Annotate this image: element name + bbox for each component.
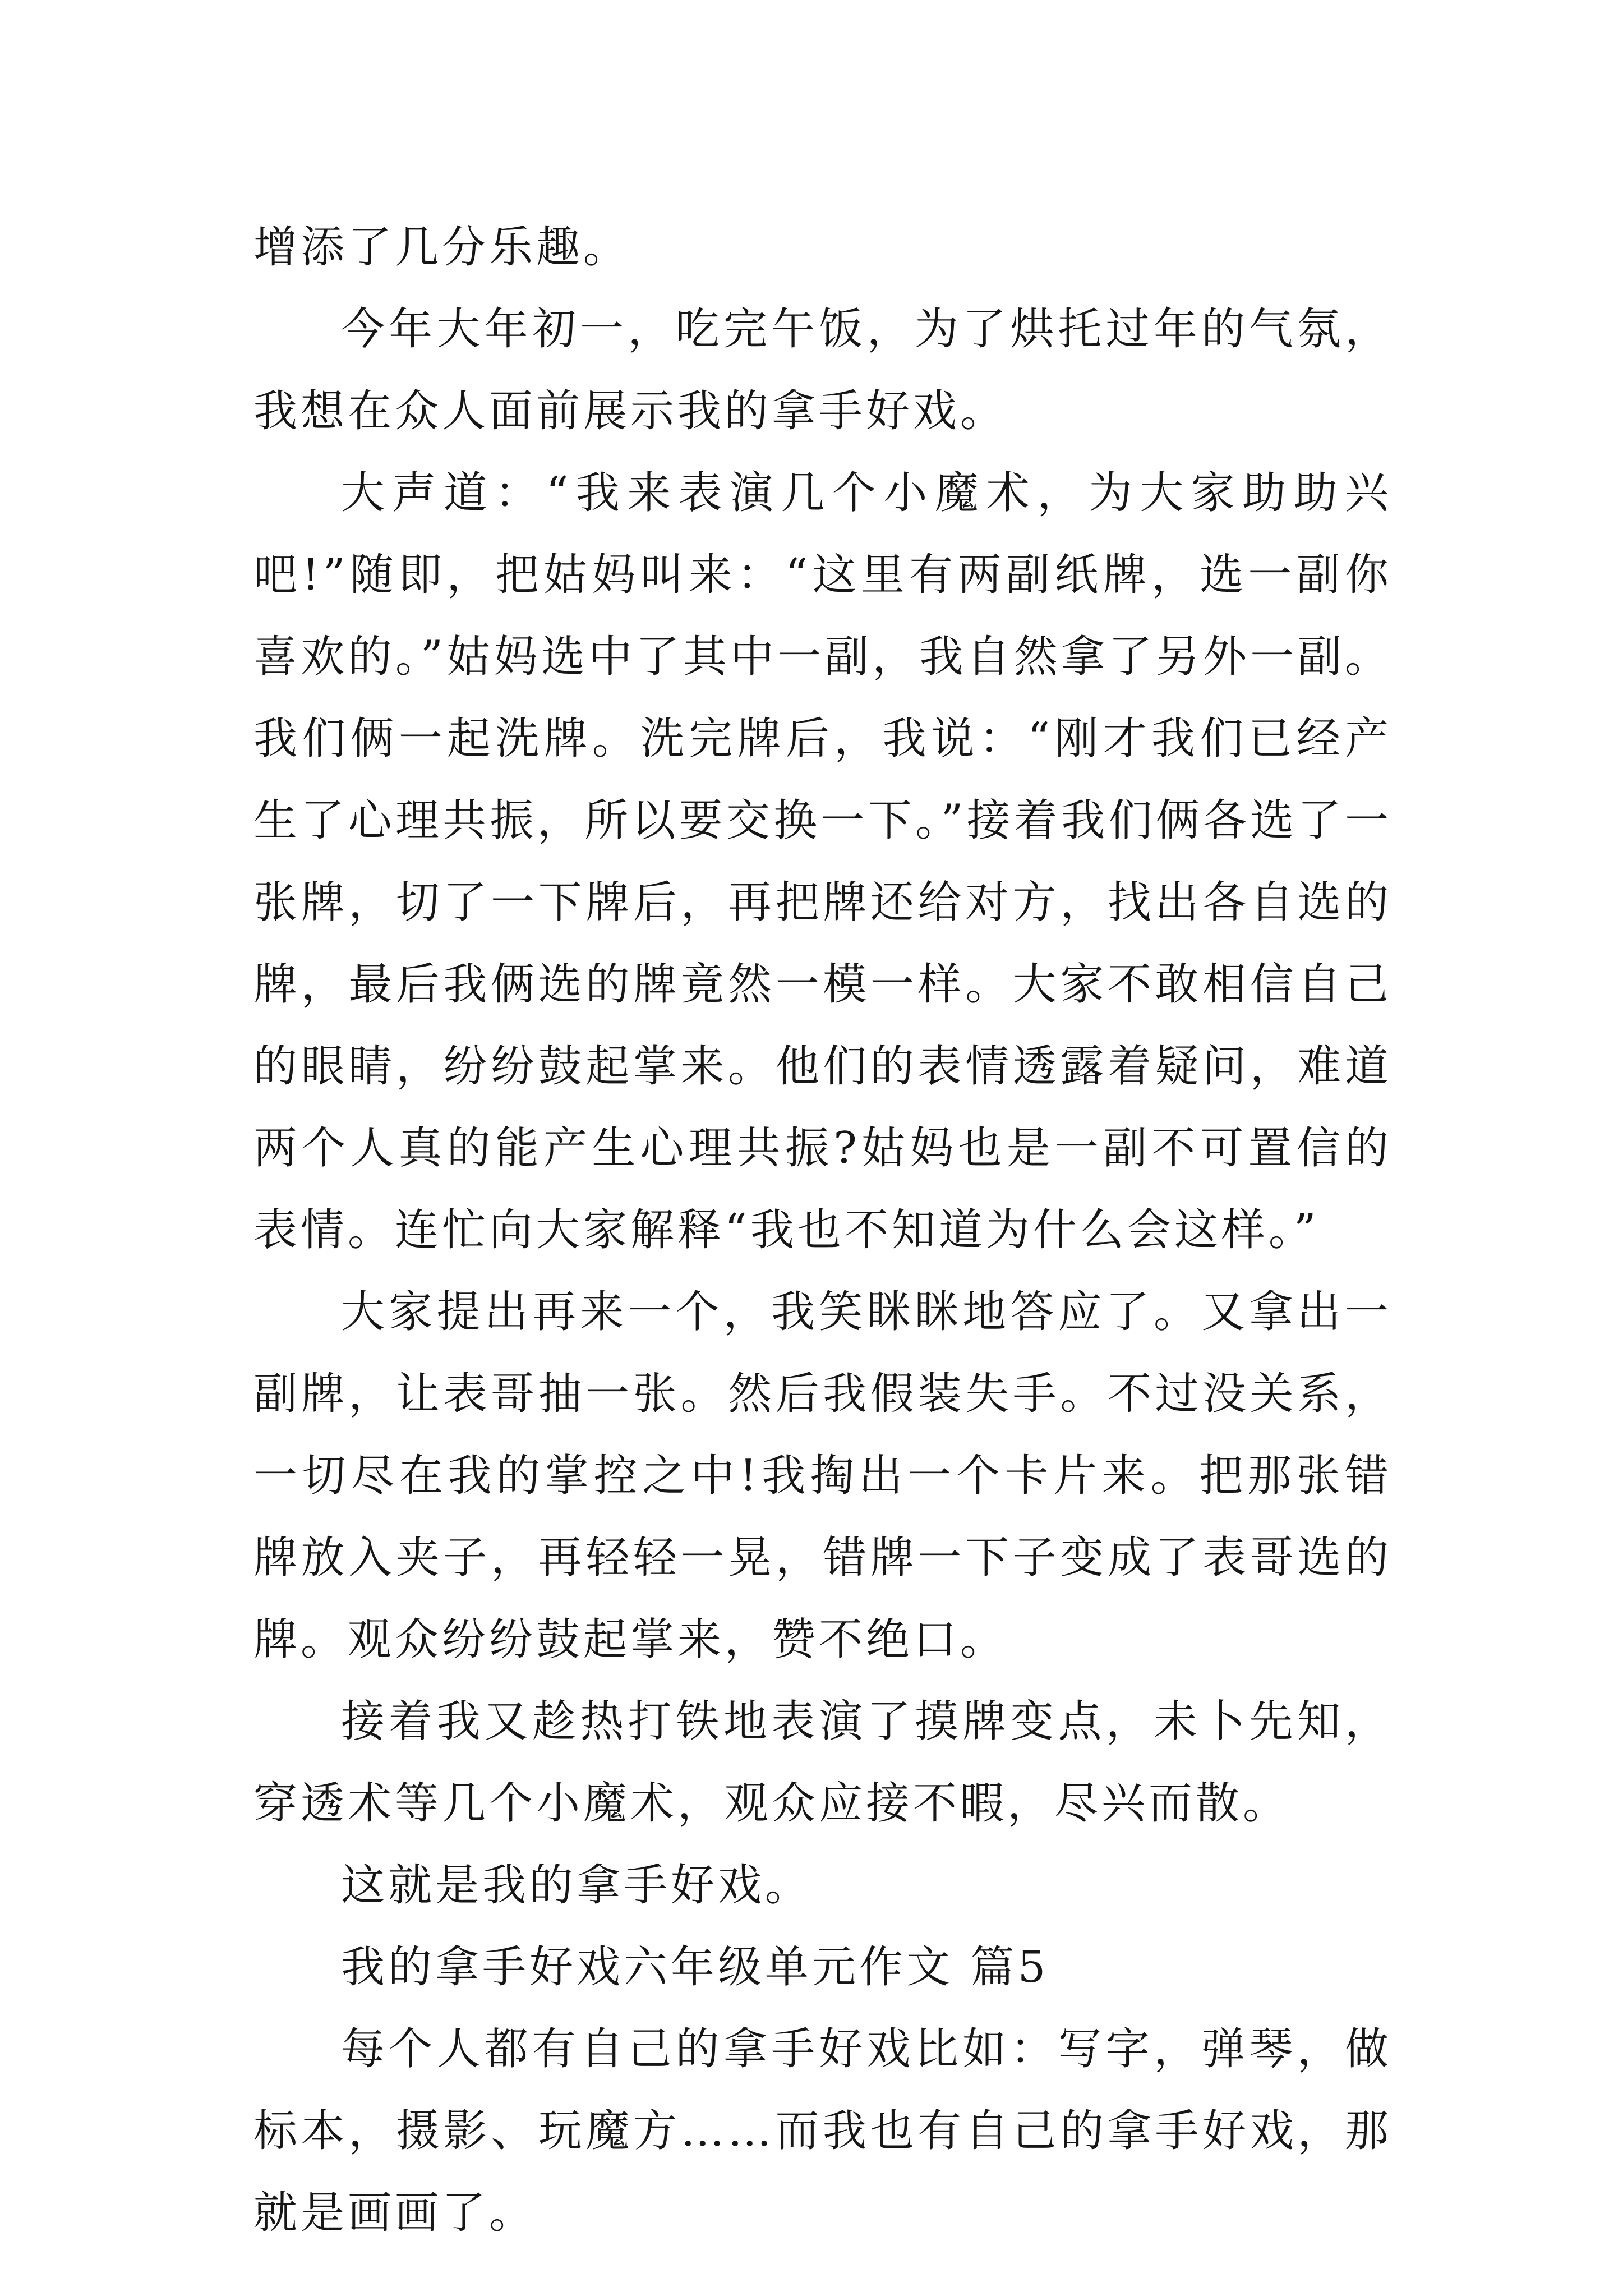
section-heading: 我的拿手好戏六年级单元作文 篇5	[341, 1942, 1049, 1993]
paragraph: 接着我又趁热打铁地表演了摸牌变点，未卜先知，穿透术等几个小魔术，观众应接不暇，尽兴而散。	[253, 1696, 1392, 1829]
paragraph: 今年大年初一，吃完午饭，为了烘托过年的气氛，我想在众人面前展示我的拿手好戏。	[253, 304, 1392, 436]
paragraph: 大声道：“我来表演几个小魔术，为大家助助兴吧!”随即，把姑妈叫来：“这里有两副纸牌，选一副你喜欢的。”姑妈选中了其中一副，我自然拿了另外一副。我们俩一起洗牌。洗完牌后，我说：“刚才我们已经产生了心理共振，所以要交换一下。”接着我们俩各选了一张牌，切了一下牌后，再把牌还给对方，找出各自选的牌，最后我俩选的牌竟然一模一样。大家不敢相信自己的眼睛，纷纷鼓起掌来。他们的表情透露着疑问，难道两个人真的能产生心理共振?姑妈也是一副不可置信的表情。连忙向大家解释“我也不知道为什么会这样。”	[253, 468, 1392, 1255]
paragraph: 增添了几分乐趣。	[253, 222, 631, 273]
document-body	[253, 206, 1392, 2254]
paragraph: 每个人都有自己的拿手好戏比如：写字，弹琴，做标本，摄影、玩魔方……而我也有自己的拿手好戏，那就是画画了。	[253, 2024, 1392, 2238]
paragraph: 大家提出再来一个，我笑眯眯地答应了。又拿出一副牌，让表哥抽一张。然后我假装失手。不过没关系，一切尽在我的掌控之中!我掏出一个卡片来。把那张错牌放入夹子，再轻轻一晃，错牌一下子变成了表哥选的牌。观众纷纷鼓起掌来，赞不绝口。	[253, 1287, 1392, 1665]
paragraph: 这就是我的拿手好戏。	[341, 1860, 813, 1911]
